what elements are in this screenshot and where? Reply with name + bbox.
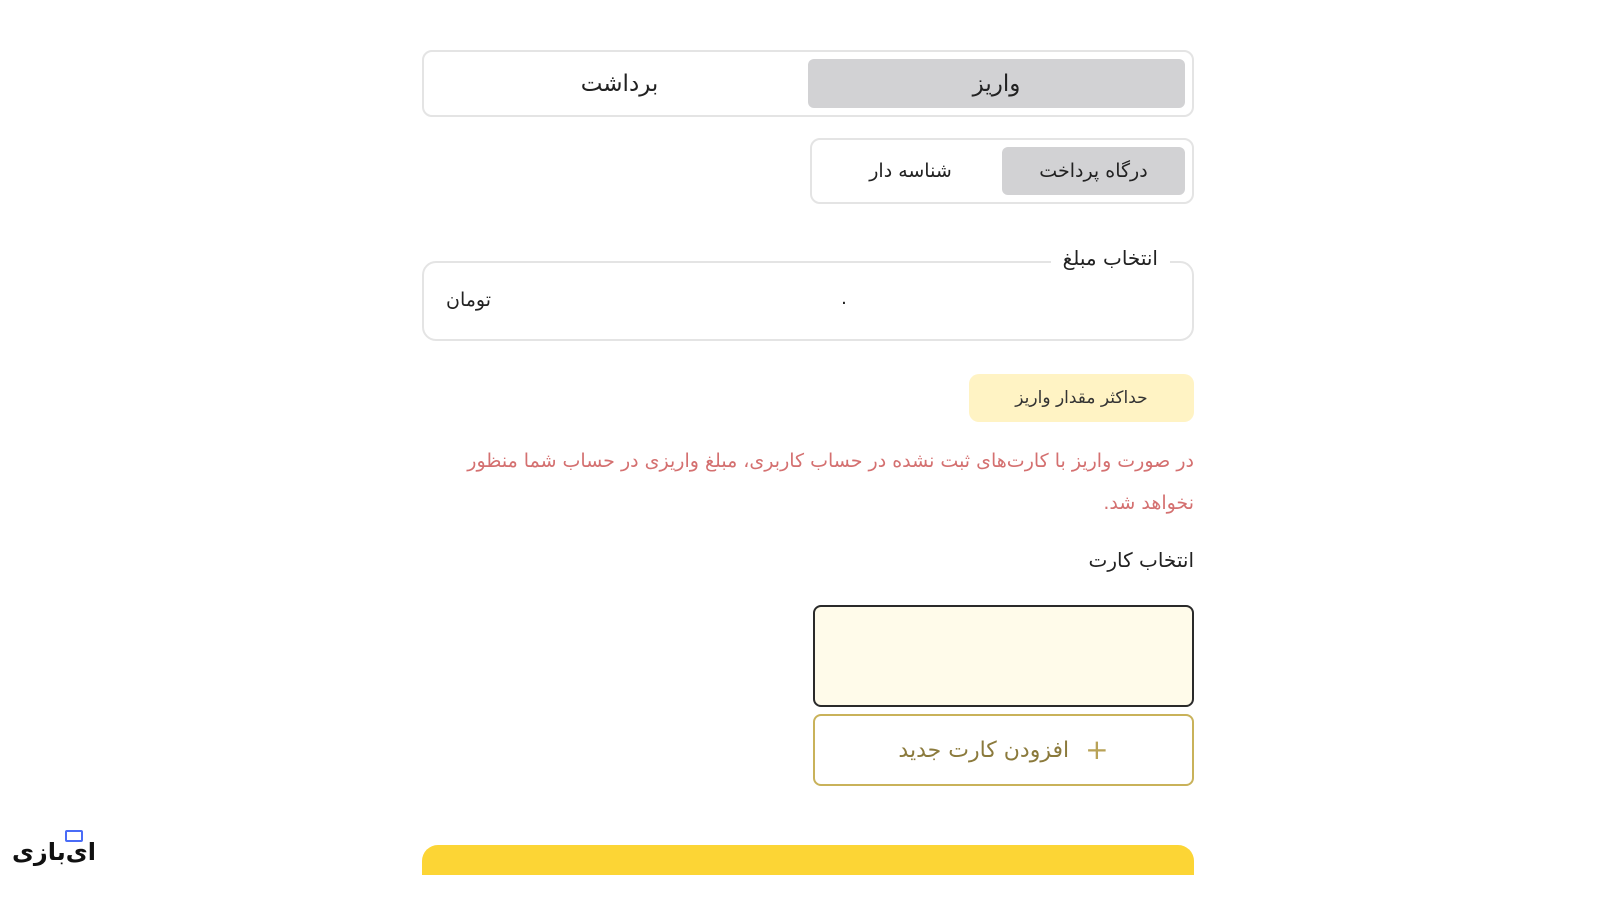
logo-mark-icon [65, 830, 83, 842]
plus-icon: + [1085, 733, 1109, 766]
add-card-button[interactable] [813, 714, 1194, 786]
amount-input[interactable] [724, 285, 964, 319]
payment-method-tabs [810, 138, 1194, 204]
warning-message: در صورت واریز با کارت‌های ثبت نشده در حساب کاربری، مبلغ واریزی در حساب شما منظور نخواهد شد. [467, 450, 1194, 514]
tab-id-deposit[interactable]: شناسه دار [869, 160, 952, 182]
max-deposit-button[interactable]: حداکثر مقدار واریز [969, 374, 1194, 422]
main-tabs [422, 50, 1194, 117]
logo-text: ای‌بازی [11, 838, 96, 866]
tab-withdraw[interactable]: برداشت [580, 70, 659, 97]
card-select-box[interactable] [813, 605, 1194, 707]
tab-payment-gateway[interactable]: درگاه پرداخت [1002, 147, 1185, 195]
card-select-label: انتخاب کارت [1088, 548, 1194, 572]
site-logo [11, 838, 96, 878]
amount-label: انتخاب مبلغ [1051, 246, 1170, 270]
submit-button[interactable] [422, 845, 1194, 875]
tab-deposit[interactable]: واریز [808, 59, 1185, 108]
add-card-label: افزودن کارت جدید [898, 737, 1070, 763]
amount-field [422, 246, 1194, 341]
currency-unit: تومان [446, 289, 492, 311]
